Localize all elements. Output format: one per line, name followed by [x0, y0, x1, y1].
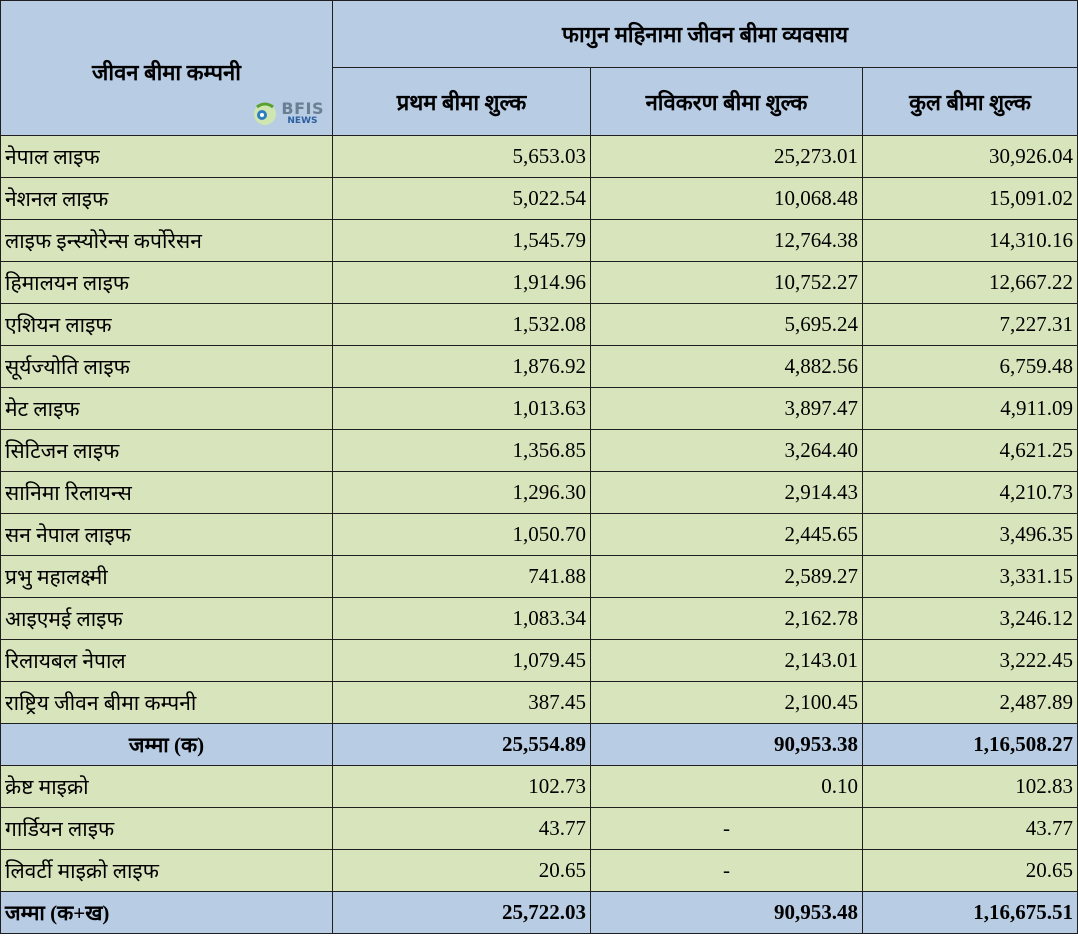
first-premium-value: 387.45	[333, 682, 591, 724]
total-premium-value: 4,210.73	[863, 472, 1078, 514]
table-row	[1, 808, 1078, 850]
company-name: हिमालयन लाइफ	[1, 262, 333, 304]
company-name: सिटिजन लाइफ	[1, 430, 333, 472]
first-premium-value: 1,079.45	[333, 640, 591, 682]
total-premium-value: 102.83	[863, 766, 1078, 808]
grand-total-row	[1, 892, 1078, 934]
grand-total-first-premium: 25,722.03	[333, 892, 591, 934]
subtotal-first-premium: 25,554.89	[333, 724, 591, 766]
renewal-premium-value: 12,764.38	[591, 220, 863, 262]
total-premium-value: 20.65	[863, 850, 1078, 892]
total-premium-value: 15,091.02	[863, 178, 1078, 220]
renewal-premium-value: 2,445.65	[591, 514, 863, 556]
grand-total-renewal-premium: 90,953.48	[591, 892, 863, 934]
renewal-premium-value: 2,143.01	[591, 640, 863, 682]
table-row	[1, 430, 1078, 472]
renewal-premium-value: -	[591, 850, 863, 892]
company-name: रिलायबल नेपाल	[1, 640, 333, 682]
first-premium-value: 741.88	[333, 556, 591, 598]
total-premium-value: 4,911.09	[863, 388, 1078, 430]
renewal-premium-value: 10,752.27	[591, 262, 863, 304]
subtotal-renewal-premium: 90,953.38	[591, 724, 863, 766]
bfis-news-logo	[251, 99, 324, 127]
company-name: क्रेष्ट माइक्रो	[1, 766, 333, 808]
first-premium-value: 1,914.96	[333, 262, 591, 304]
company-name: मेट लाइफ	[1, 388, 333, 430]
first-premium-header: प्रथम बीमा शुल्क	[333, 68, 591, 136]
renewal-premium-header: नविकरण बीमा शुल्क	[591, 68, 863, 136]
table-row	[1, 472, 1078, 514]
table-row	[1, 766, 1078, 808]
total-premium-value: 14,310.16	[863, 220, 1078, 262]
company-name: सूर्यज्योति लाइफ	[1, 346, 333, 388]
first-premium-value: 102.73	[333, 766, 591, 808]
company-name: गार्डियन लाइफ	[1, 808, 333, 850]
total-premium-value: 4,621.25	[863, 430, 1078, 472]
renewal-premium-value: 4,882.56	[591, 346, 863, 388]
table-row	[1, 304, 1078, 346]
company-name: सन नेपाल लाइफ	[1, 514, 333, 556]
total-premium-value: 30,926.04	[863, 136, 1078, 178]
first-premium-value: 20.65	[333, 850, 591, 892]
first-premium-value: 1,296.30	[333, 472, 591, 514]
first-premium-value: 1,532.08	[333, 304, 591, 346]
company-column-header	[1, 1, 333, 136]
total-premium-value: 6,759.48	[863, 346, 1078, 388]
table-row	[1, 136, 1078, 178]
company-name: राष्ट्रिय जीवन बीमा कम्पनी	[1, 682, 333, 724]
subtotal-total-premium: 1,16,508.27	[863, 724, 1078, 766]
total-premium-header: कुल बीमा शुल्क	[863, 68, 1078, 136]
first-premium-value: 1,356.85	[333, 430, 591, 472]
renewal-premium-value: -	[591, 808, 863, 850]
table-row	[1, 640, 1078, 682]
company-name: लाइफ इन्स्योरेन्स कर्पोरेसन	[1, 220, 333, 262]
total-premium-value: 3,222.45	[863, 640, 1078, 682]
total-premium-value: 7,227.31	[863, 304, 1078, 346]
logo-brand-text: BFIS	[281, 98, 324, 118]
month-group-header: फागुन महिनामा जीवन बीमा व्यवसाय	[333, 1, 1078, 68]
company-column-title: जीवन बीमा कम्पनी	[92, 60, 241, 85]
first-premium-value: 1,876.92	[333, 346, 591, 388]
renewal-premium-value: 25,273.01	[591, 136, 863, 178]
total-premium-value: 43.77	[863, 808, 1078, 850]
table-row	[1, 178, 1078, 220]
grand-total-label: जम्मा (क+ख)	[1, 892, 333, 934]
company-name: सानिमा रिलायन्स	[1, 472, 333, 514]
table-row	[1, 346, 1078, 388]
table-row	[1, 388, 1078, 430]
subtotal-row-ka	[1, 724, 1078, 766]
first-premium-value: 1,050.70	[333, 514, 591, 556]
company-name: नेपाल लाइफ	[1, 136, 333, 178]
total-premium-value: 3,496.35	[863, 514, 1078, 556]
renewal-premium-value: 5,695.24	[591, 304, 863, 346]
total-premium-value: 3,331.15	[863, 556, 1078, 598]
renewal-premium-value: 3,897.47	[591, 388, 863, 430]
table-row	[1, 682, 1078, 724]
first-premium-value: 5,653.03	[333, 136, 591, 178]
table-row	[1, 850, 1078, 892]
total-premium-value: 12,667.22	[863, 262, 1078, 304]
renewal-premium-value: 2,914.43	[591, 472, 863, 514]
company-name: प्रभु महालक्ष्मी	[1, 556, 333, 598]
table-row	[1, 514, 1078, 556]
logo-sub-text: NEWS	[287, 115, 318, 126]
total-premium-value: 3,246.12	[863, 598, 1078, 640]
first-premium-value: 1,083.34	[333, 598, 591, 640]
bfis-logo-icon	[251, 99, 279, 127]
renewal-premium-value: 10,068.48	[591, 178, 863, 220]
table-row	[1, 598, 1078, 640]
company-name: नेशनल लाइफ	[1, 178, 333, 220]
renewal-premium-value: 2,162.78	[591, 598, 863, 640]
company-name: आइएमई लाइफ	[1, 598, 333, 640]
first-premium-value: 43.77	[333, 808, 591, 850]
company-name: एशियन लाइफ	[1, 304, 333, 346]
renewal-premium-value: 0.10	[591, 766, 863, 808]
company-name: लिवर्टी माइक्रो लाइफ	[1, 850, 333, 892]
table-row	[1, 262, 1078, 304]
renewal-premium-value: 2,589.27	[591, 556, 863, 598]
first-premium-value: 1,013.63	[333, 388, 591, 430]
subtotal-label: जम्मा (क)	[1, 724, 333, 766]
renewal-premium-value: 2,100.45	[591, 682, 863, 724]
grand-total-total-premium: 1,16,675.51	[863, 892, 1078, 934]
table-row	[1, 220, 1078, 262]
total-premium-value: 2,487.89	[863, 682, 1078, 724]
renewal-premium-value: 3,264.40	[591, 430, 863, 472]
table-row	[1, 556, 1078, 598]
first-premium-value: 5,022.54	[333, 178, 591, 220]
first-premium-value: 1,545.79	[333, 220, 591, 262]
